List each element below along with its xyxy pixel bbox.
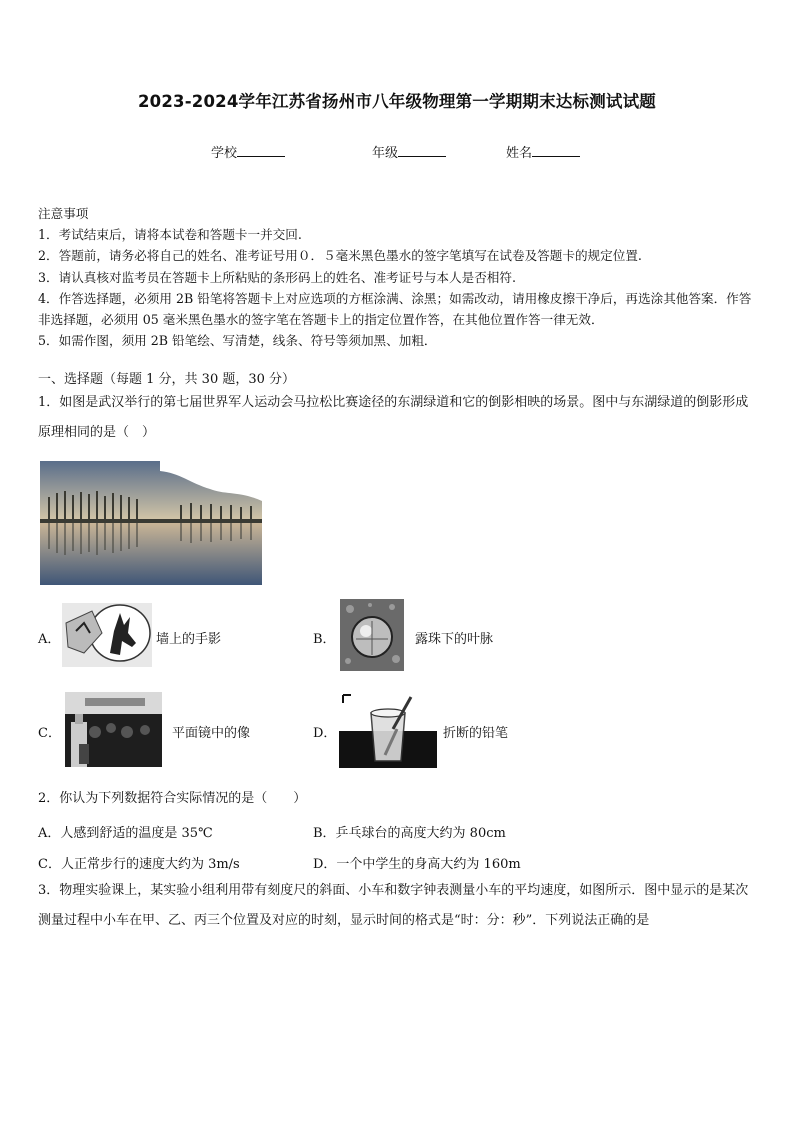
dewdrop-leaf-image	[340, 599, 404, 671]
notes-item: 2．答题前，请务必将自己的姓名、准考证号用０．５毫米黑色墨水的签字笔填写在试卷及答题卡的规定位置.	[38, 248, 642, 264]
q2-option-c[interactable]: C．人正常步行的速度大约为 3m/s	[38, 857, 240, 872]
q1-option-c-text: 平面镜中的像	[172, 726, 251, 741]
mirror-image-photo	[65, 692, 162, 767]
lake-reflection-image	[40, 461, 262, 585]
q1-option-c-label[interactable]: C．	[38, 726, 61, 741]
q2-option-d[interactable]: D．一个中学生的身高大约为 160m	[313, 857, 521, 872]
page-title: 2023-2024学年江苏省扬州市八年级物理第一学期期末达标测试试题	[138, 92, 656, 111]
notes-item: 5．如需作图，须用 2B 铅笔绘、写清楚，线条、符号等须加黑、加粗．	[38, 333, 437, 349]
notes-heading: 注意事项	[38, 206, 89, 221]
question-3-stem: 3．物理实验课上，某实验小组利用带有刻度尺的斜面、小车和数字钟表测量小车的平均速度，如图所示．图中显示的是某次测量过程中小车在甲、乙、丙三个位置及对应的时刻，显示时间的格式是“时：分：秒”．下列说法正确的是	[38, 883, 749, 928]
broken-pencil-image	[339, 693, 437, 768]
hand-shadow-image	[62, 603, 152, 667]
school-blank[interactable]	[237, 144, 285, 157]
school-field[interactable]	[211, 142, 285, 161]
grade-field[interactable]	[372, 142, 446, 161]
q1-option-b-text: 露珠下的叶脉	[415, 632, 494, 647]
q2-option-a[interactable]: A．人感到舒适的温度是 35℃	[38, 826, 213, 841]
q2-option-b[interactable]: B．乒乓球台的高度大约为 80cm	[313, 826, 506, 841]
grade-blank[interactable]	[398, 144, 446, 157]
q1-option-d-text: 折断的铅笔	[443, 726, 509, 741]
notes-item: 4．作答选择题，必须用 2B 铅笔将答题卡上对应选项的方框涂满、涂黑；如需改动，请用橡皮擦干净后，再选涂其他答案．作答非选择题，必须用 05 毫米黑色墨水的签字笔在答题卡上的指定位置作答，在其他位置作答一律无效．	[38, 290, 752, 328]
name-field[interactable]	[506, 142, 580, 161]
section-heading: 一、选择题（每题 1 分，共 30 题，30 分）	[38, 372, 296, 387]
notes-item: 3．请认真核对监考员在答题卡上所粘贴的条形码上的姓名、准考证号与本人是否相符.	[38, 269, 516, 285]
name-blank[interactable]	[532, 144, 580, 157]
question-1-stem: 1．如图是武汉举行的第七届世界军人运动会马拉松比赛途径的东湖绿道和它的倒影相映的场景。图中与东湖绿道的倒影形成原理相同的是（ ）	[38, 395, 749, 440]
notes-block	[38, 203, 758, 351]
notes-item: 1．考试结束后，请将本试卷和答题卡一并交回.	[38, 227, 302, 243]
q1-option-d-label[interactable]: D．	[313, 726, 337, 741]
q1-option-a-text: 墙上的手影	[156, 632, 222, 647]
grade-label: 年级	[372, 146, 399, 161]
q1-option-b-label[interactable]: B．	[313, 632, 336, 647]
name-label: 姓名	[506, 146, 533, 161]
question-2-stem: 2．你认为下列数据符合实际情况的是（ ）	[38, 791, 307, 806]
school-label: 学校	[211, 146, 238, 161]
q1-option-a-label[interactable]: A．	[38, 632, 61, 647]
